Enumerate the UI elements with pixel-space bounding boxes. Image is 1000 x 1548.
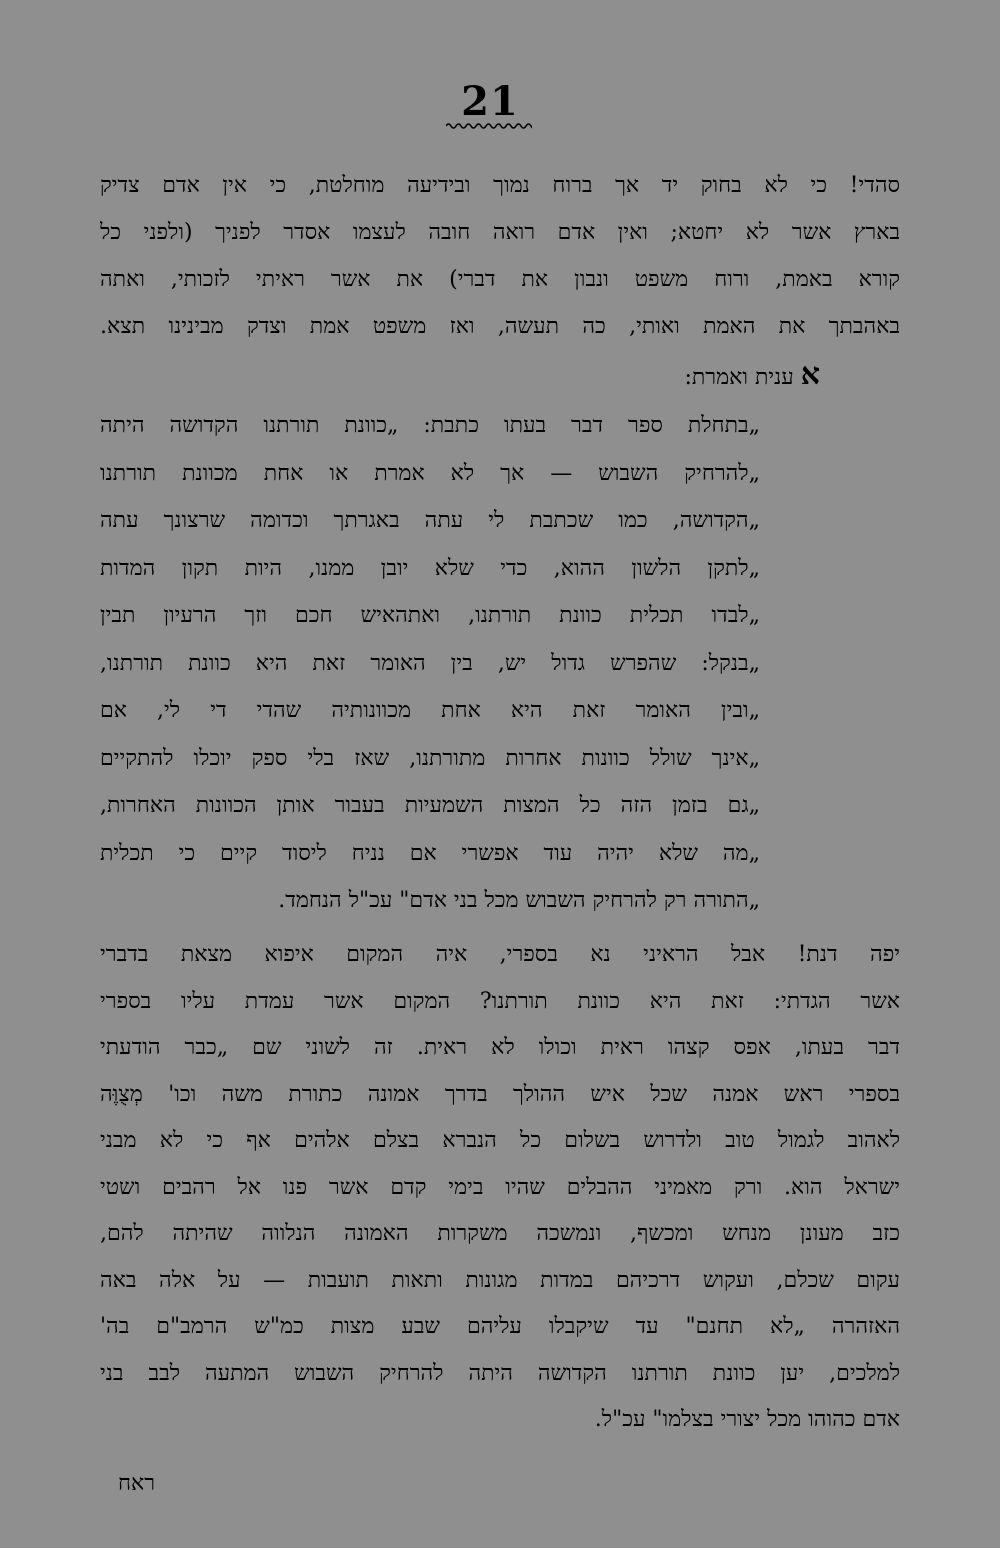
wavy-rule-ornament [446, 122, 532, 130]
paragraph-opening [100, 162, 900, 350]
text-line: כזב מעונן מנחש ומכשף, ונמשכה משקרות האמונה הנלווה שהיתה להם, [100, 1221, 900, 1246]
quote-line: „לתקן הלשון ההוא, כדי שלא יובן ממנו, היות תקון המדות [100, 555, 760, 581]
catchword: ראח [118, 1471, 156, 1496]
text-line: בארץ אשר לא יחטא; ואין אדם רואה חובה לעצמו אסדר לפניך (ולפני כל [100, 220, 900, 245]
quote-line: „מה שלא יהיה עוד אפשרי אם נניח ליסוד קיים כי תכלית [100, 840, 760, 866]
text-line: קורא באמת, ורוח משפט ונבון את דברי) את אשר ראיתי לזכותי, ואתה [100, 267, 900, 292]
text-line: באהבתך את האמת ואותי, כה תעשה, ואז משפט אמת וצדק מבינינו תצא. [100, 314, 900, 339]
paragraph-reply [100, 932, 900, 1444]
quote-line: „הקדושה, כמו שכתבת לי עתה באגרתך וכדומה שרצונך עתה [100, 508, 760, 533]
heading-initial-letter: א [800, 357, 820, 392]
quote-line: „גם בזמן הזה כל המצות השמעיות בעבור אותן הכוונות האחרות, [100, 793, 760, 818]
section-heading [684, 355, 820, 398]
text-line: אדם כהוהו מכל יצורי בצלמו" עכ"ל. [594, 1407, 900, 1432]
text-line: האזהרה „לא תחנם" עד שיקבלו עליהם שבע מצות כמ"ש הרמב"ם בה' [100, 1314, 900, 1339]
page-number: 21 [461, 78, 519, 125]
text-line: למלכים, יען כוונת תורתנו הקדושה היתה להרחיק השבוש המתעה לבב בני [100, 1360, 900, 1386]
text-line: ישראל הוא. ורק מאמיני ההבלים שהיו בימי קדם אשר פנו אל רהבים ושטי [100, 1174, 900, 1200]
text-line: לאהוב לגמול טוב ולדרוש בשלום כל הנברא בצלם אלהים אף כי לא מבני [100, 1128, 900, 1153]
quote-line: „התורה רק להרחיק השבוש מכל בני אדם" עכ"ל הנחמד. [278, 888, 760, 913]
quote-line: „להרחיק השבוש — אך לא אמרת או אחת מכוונת תורתנו [100, 460, 760, 486]
text-line: אשר הגדתי: זאת היא כוונת תורתנו? המקום אשר עמדת עליו בספרי [100, 988, 900, 1014]
text-line: עקום שכלם, ועקוש דרכיהם במדות מגונות ותאות תועבות — על אלה באה [100, 1267, 900, 1293]
quote-line: „בנקל: שהפרש גדול יש, בין האומר זאת היא כוונת תורתנו, [100, 650, 760, 676]
quote-line: „לבדו תכלית כוונת תורתנו, ואתהאיש חכם וזך הרעיון תבין [100, 603, 760, 628]
quoted-passage [100, 402, 760, 925]
quote-line: „אינך שולל כוונות אחרות מתורתנו, שאז בלי ספק יוכלו להתקיים [100, 745, 760, 771]
text-line: יפה דנת! אבל הראיני נא בספרי, איה המקום איפוא מצאת בדברי [100, 942, 900, 967]
heading-text: ענית ואמרת: [684, 365, 794, 390]
quote-line: „בתחלת ספר דבר בעתו כתבת: „כוונת תורתנו הקדושה היתה [100, 413, 760, 438]
text-line: דבר בעתו, אפס קצהו ראית וכולו לא ראית. זה לשוני שם „כבר הודעתי [100, 1035, 900, 1060]
text-line: סהדי! כי לא בחוק יד אך ברוח נמוך ובידיעה מוחלטת, כי אין אדם צדיק [100, 173, 900, 198]
text-line: בספרי ראש אמנה שכל איש ההולך בדרך אמונה כתורת משה וכו' מְצֻוֶּה [100, 1081, 900, 1107]
quote-line: „ובין האומר זאת היא אחת מכוונותיה שהדי די לי, אם [100, 698, 760, 723]
